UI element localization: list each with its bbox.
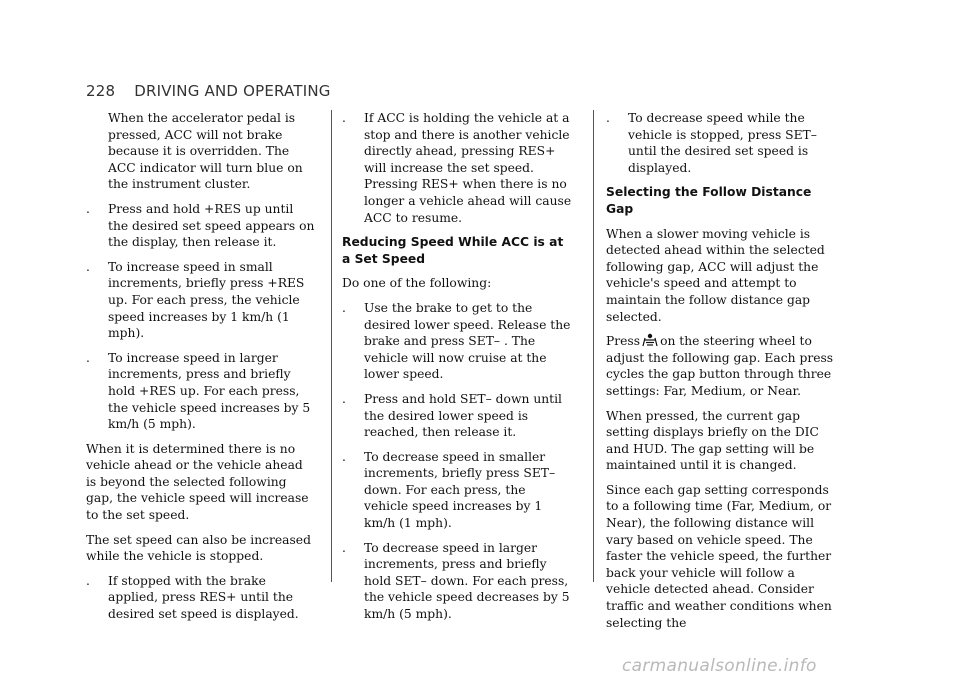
page-number: 228 [86, 82, 116, 100]
bullet-text: Use the brake to get to the desired lower speed. Release the brake and press SET– . The vehicle will now cruise at the lower speed. [364, 300, 571, 382]
bullet-marker: . [342, 540, 346, 555]
paragraph: When pressed, the current gap setting displays briefly on the DIC and HUD. The gap setting will be maintained until it is changed. [606, 408, 819, 473]
watermark: carmanualsonline.info [622, 656, 817, 676]
bullet-text: If ACC is holding the vehicle at a stop and there is another vehicle directly ahead, pressing RES+ will increase the set speed. Pressing RES+ when there is no longer a vehicle ahead will cause ACC to resume. [364, 111, 572, 225]
bullet-text: Press and hold SET– down until the desired lower speed is reached, then release it. [364, 391, 562, 440]
bullet-item [342, 540, 572, 623]
bullet-marker: . [342, 111, 346, 125]
bullet-marker: . [342, 300, 346, 315]
bullet-item [342, 300, 572, 383]
column-1 [86, 110, 316, 631]
bullet-marker: . [86, 350, 90, 365]
bullet-text: To decrease speed in smaller increments, briefly press SET– down. For each press, the vehicle speed increases by 1 km/h (1 mph). [364, 449, 556, 531]
bullet-item [86, 201, 316, 251]
paragraph: When it is determined there is no vehicle ahead or the vehicle ahead is beyond the selected following gap, the vehicle speed will increase to the set speed. [86, 441, 309, 523]
bullet-text: Press and hold +RES up until the desired set speed appears on the display, then release it. [108, 201, 315, 250]
bullet-item [342, 449, 572, 532]
bullet-text: To increase speed in larger increments, press and briefly hold +RES up. For each press, the vehicle speed increases by 5 km/h (5 mph). [108, 350, 311, 432]
bullet-text: To increase speed in small increments, briefly press +RES up. For each press, the vehicle speed increases by 1 km/h (1 mph). [108, 259, 305, 341]
column-divider [331, 110, 332, 582]
paragraph: When a slower moving vehicle is detected ahead within the selected following gap, ACC will adjust the vehicle's speed and attempt to maintain the follow distance gap selected. [606, 226, 825, 324]
paragraph: The set speed can also be increased while the vehicle is stopped. [86, 532, 311, 564]
column-divider [593, 110, 594, 582]
bullet-marker: . [342, 391, 346, 406]
bullet-marker: . [606, 111, 610, 125]
paragraph: Since each gap setting corresponds to a following time (Far, Medium, or Near), the following distance will vary based on vehicle speed. The faster the vehicle speed, the further back your vehicle will follow a vehicle detected ahead. Consider traffic and weather conditions when selecting the [606, 482, 832, 630]
section-heading: Selecting the Follow Distance Gap [606, 185, 812, 216]
bullet-marker: . [86, 573, 90, 588]
bullet-item [86, 573, 316, 623]
bullet-marker: . [86, 201, 90, 216]
bullet-item [342, 110, 572, 226]
bullet-marker: . [342, 449, 346, 464]
paragraph: When the accelerator pedal is pressed, ACC will not brake because it is overridden. The ACC indicator will turn blue on the instrument cluster. [108, 111, 303, 192]
page-header [86, 82, 926, 100]
section-heading: Reducing Speed While ACC is at a Set Speed [342, 235, 564, 266]
column-2 [342, 110, 572, 631]
paragraph-text: on the steering wheel to adjust the following gap. Each press cycles the gap button through three settings: Far, Medium, or Near. [606, 334, 834, 398]
paragraph-text: Press [606, 334, 641, 349]
bullet-text: If stopped with the brake applied, press RES+ until the desired set speed is displayed. [108, 573, 299, 622]
bullet-marker: . [86, 259, 90, 274]
paragraph: Do one of the following: [342, 276, 492, 291]
section-title: DRIVING AND OPERATING [134, 82, 331, 100]
follow-distance-gap-icon [642, 333, 658, 347]
bullet-text: To decrease speed in larger increments, press and briefly hold SET– down. For each press, the vehicle speed decreases by 5 km/h (5 mph). [364, 540, 570, 622]
column-3 [606, 110, 836, 639]
bullet-item [86, 350, 316, 433]
bullet-item [86, 259, 316, 342]
paragraph-with-icon [606, 333, 836, 399]
bullet-item [606, 110, 836, 176]
bullet-item [342, 391, 572, 441]
bullet-text: To decrease speed while the vehicle is stopped, press SET– until the desired set speed is displayed. [628, 111, 817, 175]
